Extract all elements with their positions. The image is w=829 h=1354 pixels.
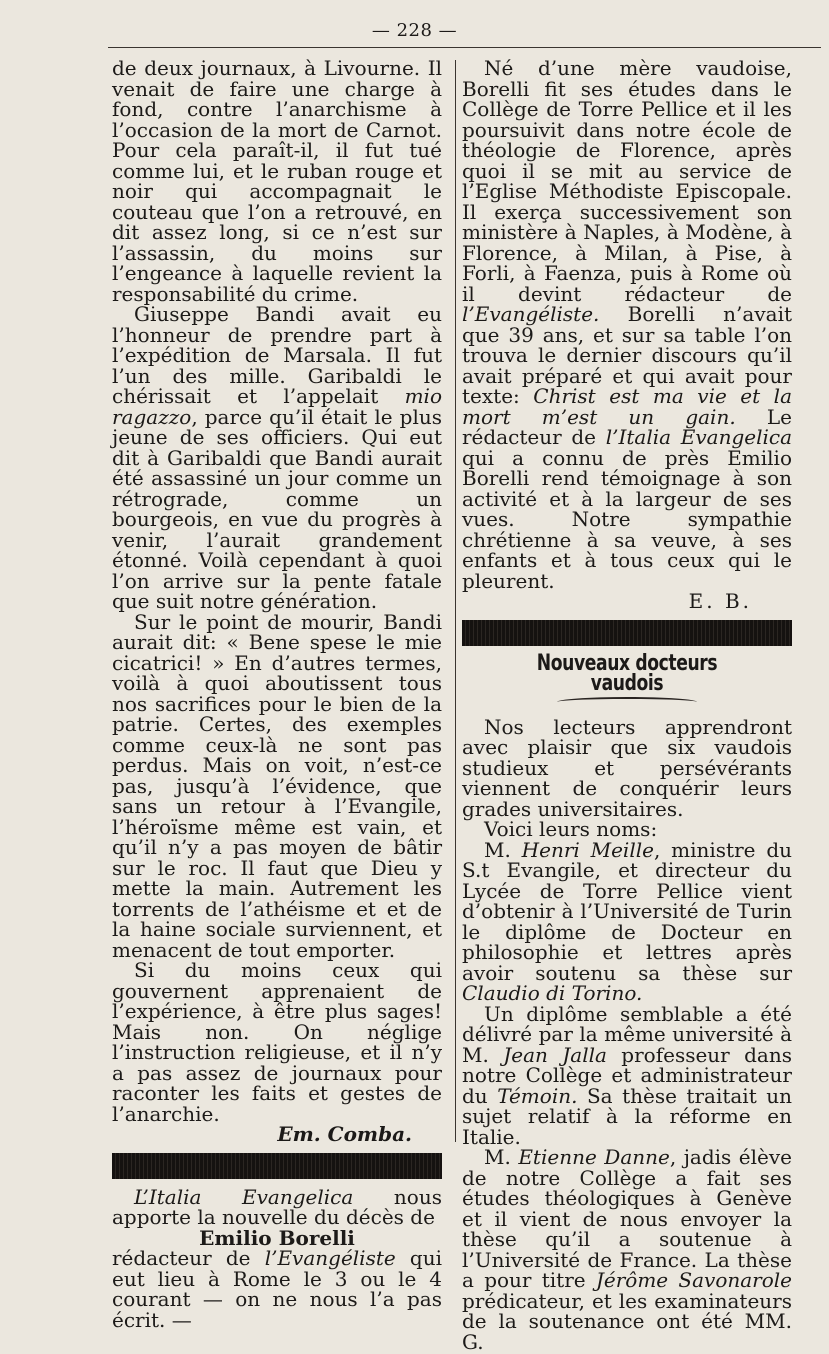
text-run: professeur dans notre Collège et administrateur du [462, 1042, 792, 1108]
right-column [462, 58, 792, 1352]
italic-text: Christ est ma vie et la mort m’est un gain. [462, 384, 793, 429]
text-run: qui eut lieu à Rome le 3 ou le 4 courant — on ne nous l’a pas écrit. — [112, 1246, 442, 1332]
paragraph: Voici leurs noms: [484, 817, 658, 841]
italic-text: Jean Jalla [503, 1042, 607, 1067]
text-run: , parce qu’il était le plus jeune de ses officiers. Qui eut dit à Garibaldi que Bandi aurait été assassiné un jour comme un rétrograde, comme un bourgeois, en vue du progrès à venir, l’aurait grandement étonné. Voilà cependant à quoi l’on arrive sur la pente fatale que suit notre génération. [112, 404, 442, 613]
italic-text: l’Evangéliste [264, 1246, 396, 1270]
left-column [112, 58, 442, 1330]
header-rule [108, 47, 821, 48]
paragraph: Nos lecteurs apprendront avec plaisir que six vaudois studieux et persévérants viennent de conquérir leurs grades universitaires. [462, 714, 792, 821]
text-run: nous apporte la nouvelle du décès de [112, 1184, 442, 1229]
author-initials: E. B. [688, 589, 752, 613]
paragraph [112, 1184, 442, 1229]
text-run: qui a connu de près Emilio Borelli rend témoignage à son activité et à la largeur de ses vues. Notre sympathie chrétienne à sa veuve, à ses enfants et à tous ceux qui le pleurent. [462, 445, 792, 593]
italic-text: L’Italia Evangelica [134, 1184, 354, 1209]
text-run: Le rédacteur de [462, 404, 792, 449]
text-run: Né d’une mère vaudoise, Borelli fit ses études dans le Collège de Torre Pellice et il les poursuivit dans notre école de théologie de Florence, après quoi il se mit au service de l’Eglise Méthodiste Episcopale. Il exerça successivement son ministère à Naples, à Modène, à Florence, à Milan, à Pise, à Forli, à Faenza, puis à Rome où il devint rédacteur de [462, 56, 792, 306]
paragraph: de deux journaux, à Livourne. Il venait de faire une charge à fond, contre l’anarchisme à l’occasion de la mort de Carnot. Pour cela paraît-il, il fut tué comme lui, et le ruban rouge et noir qui accompagnait le couteau que l’on a retrouvé, en dit assez long, si ce n’est sur l’assassin, du moins sur l’engeance à laquelle revient la responsabilité du crime. [112, 56, 442, 306]
italic-text: Claudio di Torino. [462, 981, 643, 1005]
text-run: M. [484, 837, 522, 862]
text-run: prédicateur, et les examinateurs de la soutenance ont été MM. G. [462, 1288, 792, 1354]
italic-text: Henri Meille [521, 837, 654, 862]
paragraph [462, 1147, 792, 1352]
text-run: Giuseppe Bandi avait eu l’honneur de prendre part à l’expédition de Marsala. Il fut l’un des mille. Garibaldi le chérissait et l’appelait [112, 302, 442, 408]
page-number: — 228 — [371, 20, 458, 41]
section-title: Nouveaux docteurs vaudois [536, 650, 718, 696]
section-separator-bar [462, 620, 792, 646]
paragraph [462, 1001, 792, 1149]
paragraph [462, 58, 792, 591]
author-signature: Em. Comba. [277, 1122, 412, 1146]
title-ornament [557, 697, 697, 707]
text-run: rédacteur de [112, 1246, 265, 1270]
text-run: , ministre du S.t Evangile, et directeur du Lycée de Torre Pellice vient d’obtenir à l’Université de Turin le diplôme de Docteur en philosophie et lettres après avoir soutenu sa thèse sur [462, 837, 793, 985]
italic-text: l’Italia Evangelica [605, 425, 793, 449]
italic-text: Jérôme Savonarole [595, 1268, 792, 1292]
name-heading: Emilio Borelli [199, 1225, 355, 1250]
paragraph [112, 304, 442, 612]
italic-text: l’Evangéliste. [462, 302, 600, 326]
italic-text: Témoin. [497, 1083, 578, 1108]
italic-text: mio ragazzo [112, 384, 442, 429]
paragraph [462, 837, 793, 1005]
paragraph [112, 1248, 442, 1330]
section-separator-bar [112, 1153, 442, 1179]
column-divider [455, 60, 456, 1142]
text-run: Sa thèse traitait un sujet relatif à la réforme en Italie. [462, 1083, 792, 1149]
text-run: , jadis élève de notre Collège a fait ses études théologiques à Genève et il vient de nous envoyer la thèse qu’il a soutenue à l’Université de France. La thèse a pour titre [462, 1145, 792, 1292]
text-run: Un diplôme semblable a été délivré par la même université à M. [462, 1001, 792, 1067]
italic-text: Etienne Danne [518, 1145, 670, 1169]
paragraph: Si du moins ceux qui gouvernent apprenaient de l’expérience, à être plus sages! Mais non. On néglige l’instruction religieuse, et il n’y a pas assez de journaux pour raconter les faits et gestes de l’anarchie. [112, 958, 442, 1126]
paragraph: Sur le point de mourir, Bandi aurait dit: « Bene spese le mie cicatrici! » En d’autres termes, voilà à quoi aboutissent tous nos sacrifices pour le bien de la patrie. Certes, des exemples comme ceux-là ne sont pas perdus. Mais on voit, n’est-ce pas, jusqu’à l’évidence, que sans un retour à l’Evangile, l’héroïsme même est vain, et qu’il n’y a pas moyen de bâtir sur le roc. Il faut que Dieu y mette la main. Autrement les torrents de l’athéisme et et de la haine sociale surviennent, et menacent de tout emporter. [112, 609, 442, 962]
text-run: M. [484, 1145, 519, 1169]
text-run: Borelli n’avait que 39 ans, et sur sa table l’on trouva le dernier discours qu’il avait préparé et qui avait pour texte: [462, 302, 792, 408]
